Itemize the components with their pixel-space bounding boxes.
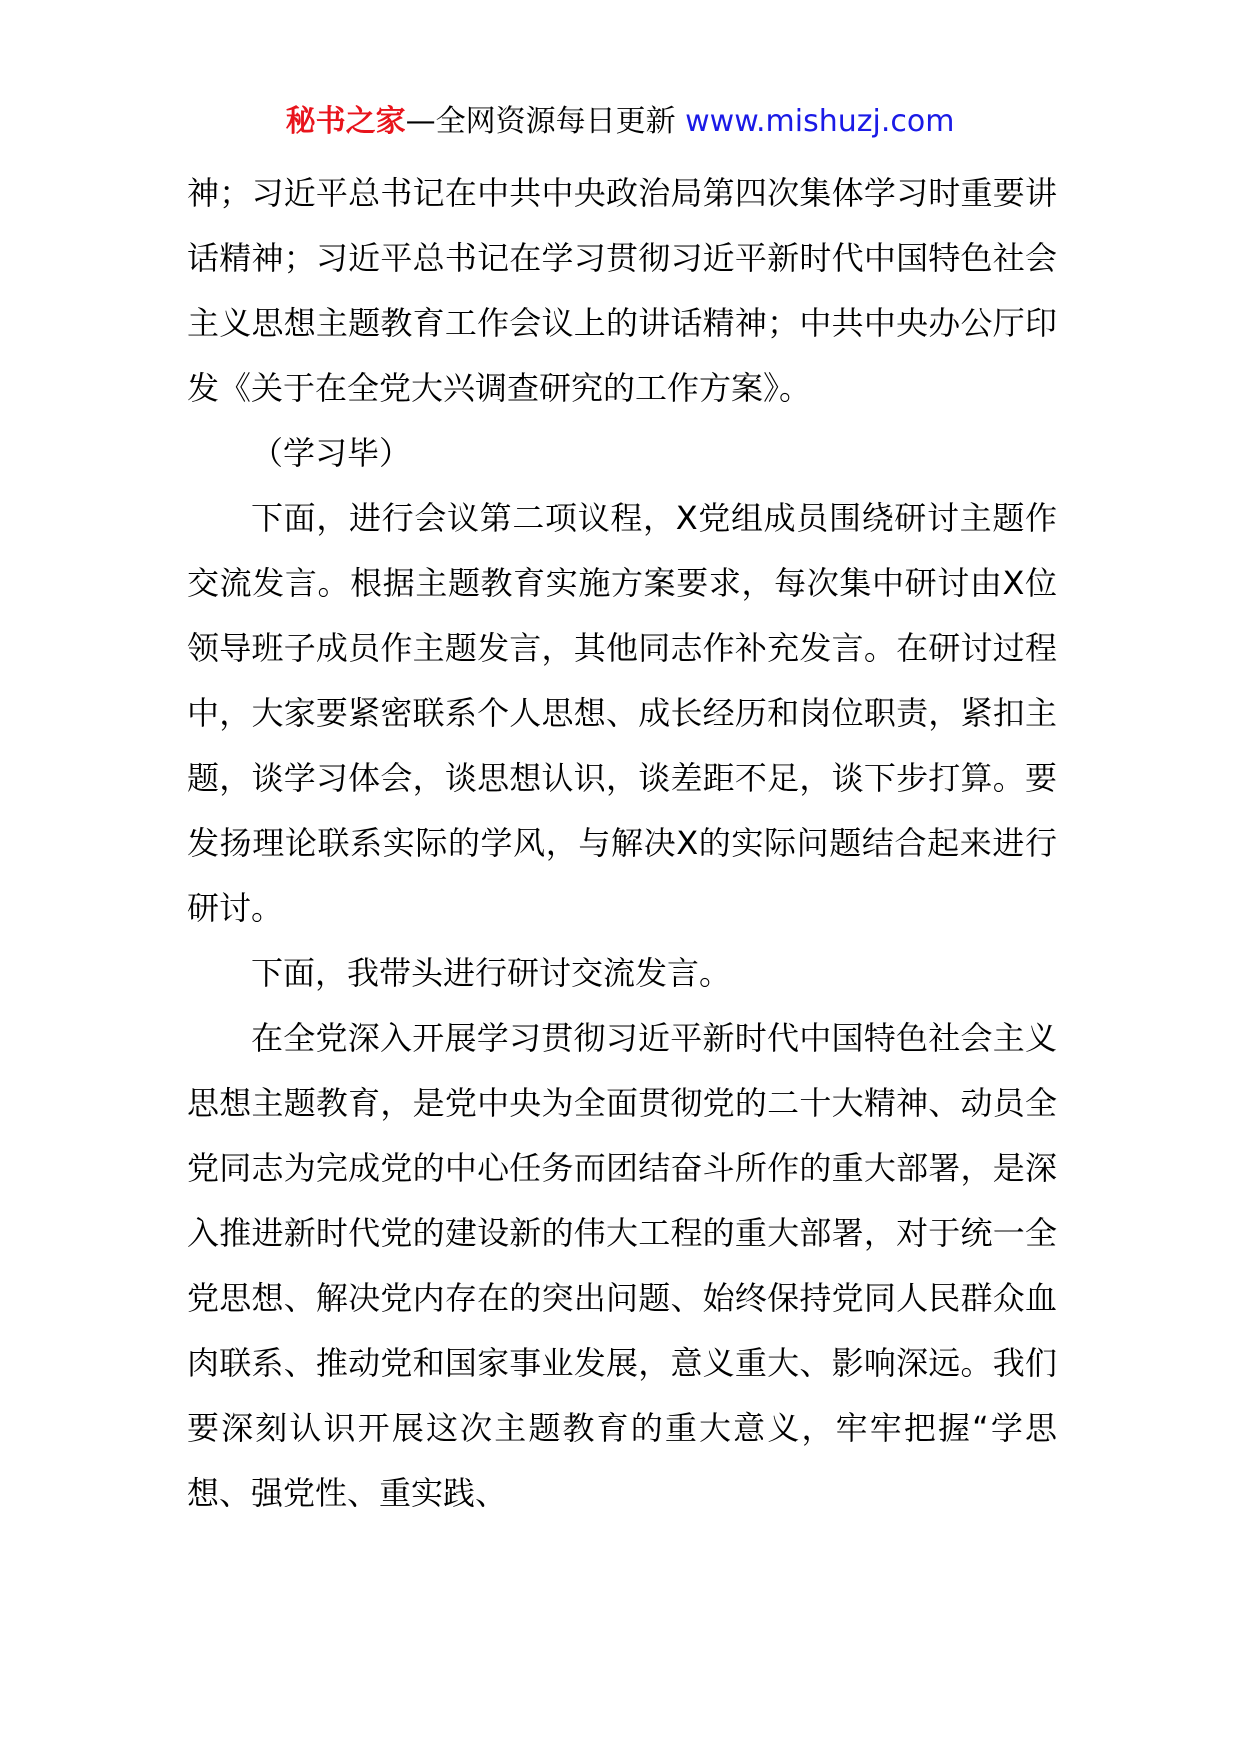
- paragraph-lead-speech: 下面，我带头进行研讨交流发言。: [251, 954, 732, 992]
- paragraph-agenda-item-two: 下面，进行会议第二项议程，X党组成员围绕研讨主题作交流发言。根据主题教育实施方案要求，每次集中研讨由X位领导班子成员作主题发言，其他同志作补充发言。在研讨过程中，大家要紧密联系个人思想、成长经历和岗位职责，紧扣主题，谈学习体会，谈思想认识，谈差距不足，谈下步打算。要发扬理论联系实际的学风，与解决X的实际问题结合起来进行研讨。: [187, 499, 1057, 927]
- paragraph-continuation: 神；习近平总书记在中共中央政治局第四次集体学习时重要讲话精神；习近平总书记在学习贯彻习近平新时代中国特色社会主义思想主题教育工作会议上的讲话精神；中共中央办公厅印发《关于在全党大兴调查研究的工作方案》。: [187, 174, 1057, 407]
- brand-name: 秘书之家: [285, 104, 406, 139]
- document-body: [187, 161, 1057, 1526]
- header-tagline: —全网资源每日更新: [405, 104, 686, 139]
- paragraph-theme-education: 在全党深入开展学习贯彻习近平新时代中国特色社会主义思想主题教育，是党中央为全面贯彻党的二十大精神、动员全党同志为完成党的中心任务而团结奋斗所作的重大部署，是深入推进新时代党的建设新的伟大工程的重大部署，对于统一全党思想、解决党内存在的突出问题、始终保持党同人民群众血肉联系、推动党和国家事业发展，意义重大、影响深远。我们要深刻认识开展这次主题教育的重大意义，牢牢把握“学思想、强党性、重实践、: [187, 1019, 1057, 1512]
- page-header: [0, 100, 1240, 144]
- paragraph-study-end: （学习毕）: [251, 434, 412, 472]
- site-url-link[interactable]: www.mishuzj.com: [685, 104, 955, 139]
